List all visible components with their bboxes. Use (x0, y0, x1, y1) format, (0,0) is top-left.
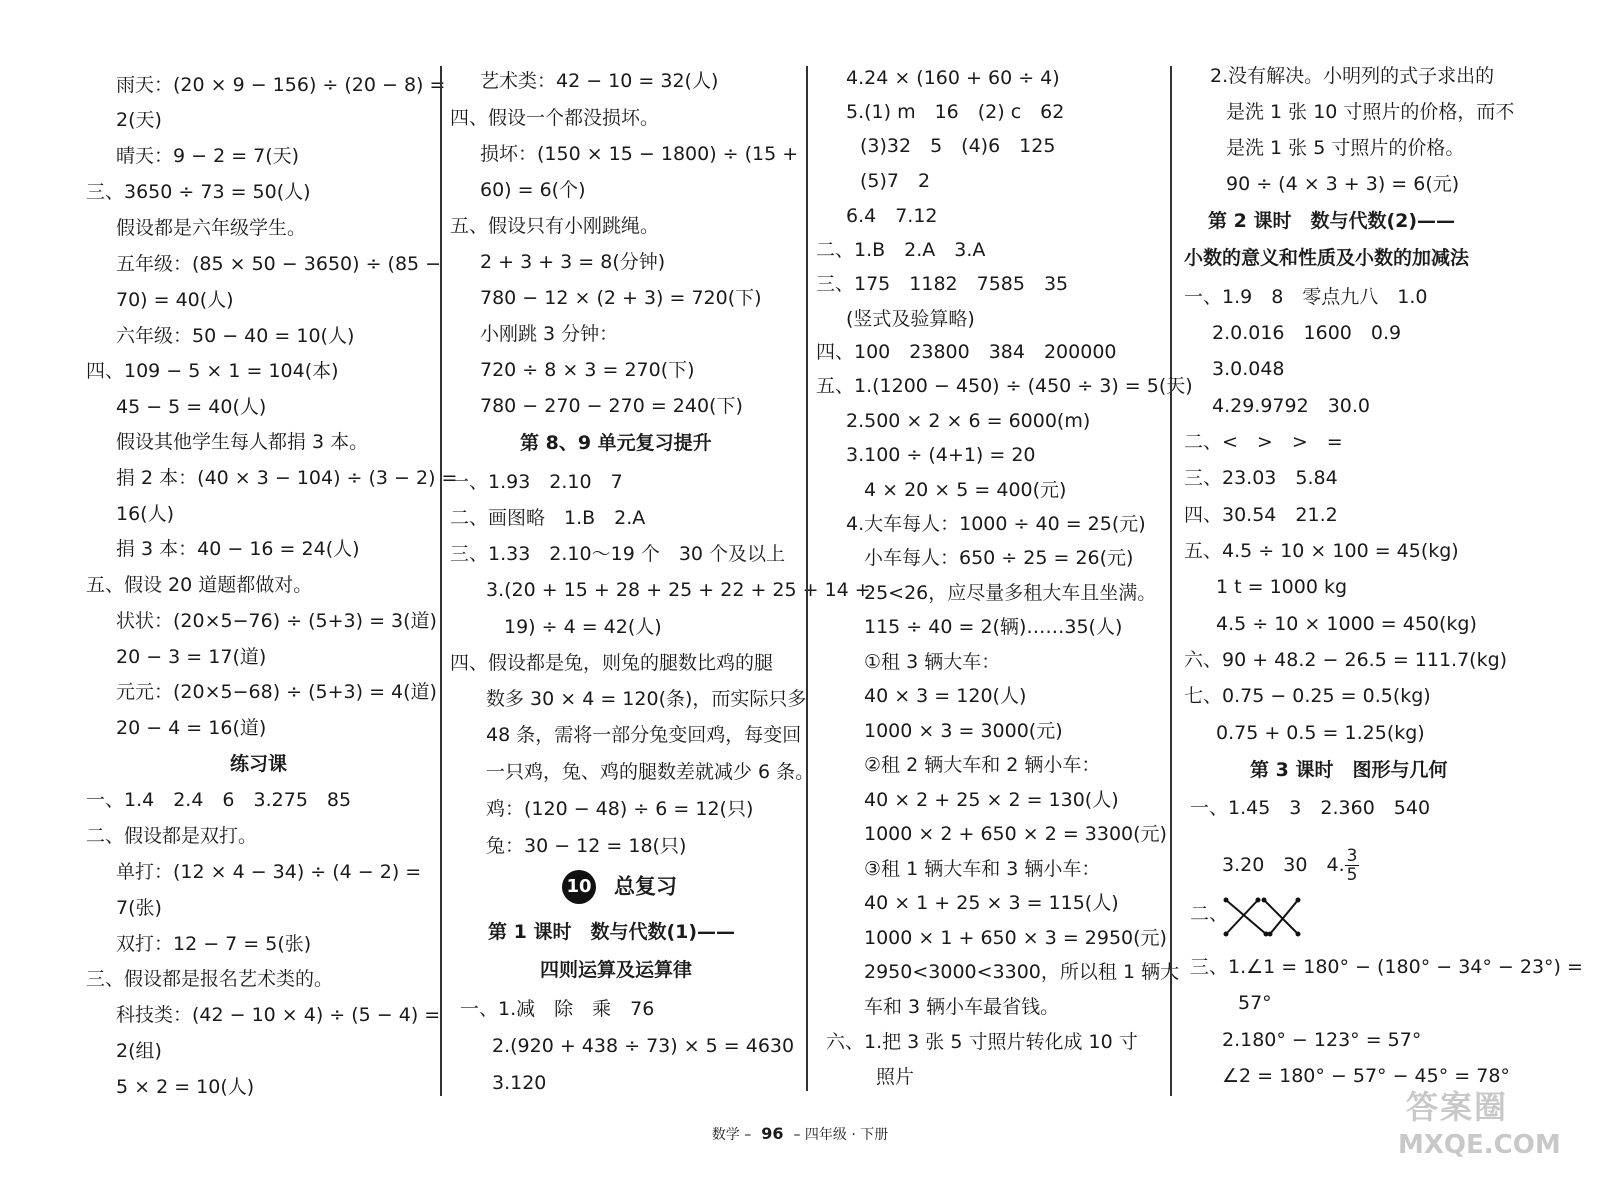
text-line: 五、1.(1200 − 450) ÷ (450 ÷ 3) = 5(天) (816, 375, 1193, 397)
lesson-heading: 小数的意义和性质及小数的加减法 (1184, 247, 1470, 269)
text-line: 90 ÷ (4 × 3 + 3) = 6(元) (1226, 173, 1460, 195)
text-line: 三、23.03 5.84 (1184, 467, 1338, 489)
text-line: 6.4 7.12 (846, 205, 938, 227)
section-heading: 练习课 (230, 753, 288, 775)
text-line: 2950<3000<3300，所以租 1 辆大 (864, 961, 1180, 983)
text-line: 2(组) (116, 1040, 162, 1062)
text-line: ∠2 = 180° − 57° − 45° = 78° (1222, 1065, 1510, 1087)
lesson-heading: 四则运算及运算律 (540, 959, 693, 981)
text-line: 4.5 ÷ 10 × 1000 = 450(kg) (1216, 613, 1477, 635)
text-line: 4.大车每人：1000 ÷ 40 = 25(元) (846, 513, 1146, 535)
text-line: 二、画图略 1.B 2.A (450, 507, 646, 529)
text-line: 40 × 3 = 120(人) (864, 685, 1027, 707)
text-line: 2.(920 + 438 ÷ 73) × 5 = 4630 (492, 1035, 795, 1057)
text-line: 三、3650 ÷ 73 = 50(人) (86, 181, 311, 203)
text-line: 五年级：(85 × 50 − 3650) ÷ (85 − (116, 253, 442, 275)
text-line: 是洗 1 张 5 寸照片的价格。 (1226, 137, 1465, 159)
text-line: 48 条，需将一部分兔变回鸡，每变回 (486, 724, 802, 746)
text-line: 2(天) (116, 109, 162, 131)
text-line: (竖式及验算略) (846, 308, 975, 330)
text-line: 假设都是六年级学生。 (116, 217, 307, 239)
text-line: 小车每人：650 ÷ 25 = 26(元) (864, 547, 1134, 569)
text-line: 60) = 6(个) (480, 179, 586, 201)
text-line: 双打：12 − 7 = 5(张) (116, 933, 312, 955)
text-line: 一、1.4 2.4 6 3.275 85 (86, 789, 352, 811)
text-line: 二、 (1190, 903, 1229, 925)
text-span: 3.20 30 4. (1222, 854, 1345, 876)
lesson-heading: 第 2 课时 数与代数(2)—— (1208, 210, 1456, 232)
text-line: 鸡：(120 − 48) ÷ 6 = 12(只) (486, 798, 754, 820)
text-line: 4 × 20 × 5 = 400(元) (864, 479, 1067, 501)
matching-lines-diagram (1218, 890, 1308, 942)
text-line: 二、1.B 2.A 3.A (816, 239, 986, 261)
column-divider (1170, 66, 1172, 1096)
text-line: 单打：(12 × 4 − 34) ÷ (4 − 2) = (116, 861, 422, 883)
text-line: 20 − 3 = 17(道) (116, 646, 267, 668)
watermark-logo: 答案圈 (1406, 1088, 1509, 1126)
text-line: 19) ÷ 4 = 42(人) (504, 616, 662, 638)
text-line: 车和 3 辆小车最省钱。 (864, 996, 1060, 1018)
unit-title: 总复习 (614, 874, 677, 899)
text-line: 科技类：(42 − 10 × 4) ÷ (5 − 4) = (116, 1004, 441, 1026)
text-line: 5 × 2 = 10(人) (116, 1076, 255, 1098)
text-line: 2.0.016 1600 0.9 (1212, 322, 1402, 344)
unit-header (562, 868, 677, 905)
text-line: 三、1.33 2.10～19 个 30 个及以上 (450, 543, 786, 565)
text-line: 艺术类：42 − 10 = 32(人) (480, 70, 719, 92)
text-line: 2.500 × 2 × 6 = 6000(m) (846, 410, 1091, 432)
section-heading: 第 8、9 单元复习提升 (520, 432, 712, 454)
text-line: 五、假设只有小刚跳绳。 (450, 215, 660, 237)
text-line: 780 − 270 − 270 = 240(下) (480, 395, 743, 417)
text-line: 假设其他学生每人都捐 3 本。 (116, 431, 369, 453)
text-line: 1000 × 3 = 3000(元) (864, 720, 1063, 742)
text-line: 115 ÷ 40 = 2(辆)……35(人) (864, 616, 1123, 638)
text-line: 一、1.9 8 零点九八 1.0 (1184, 286, 1428, 308)
text-line: 三、1.∠1 = 180° − (180° − 34° − 23°) = (1190, 956, 1583, 978)
text-line: 40 × 1 + 25 × 3 = 115(人) (864, 892, 1119, 914)
text-line: ②租 2 辆大车和 2 辆小车： (864, 754, 1101, 776)
text-line: 捐 2 本：(40 × 3 − 104) ÷ (3 − 2) = (116, 467, 458, 489)
text-line: 小刚跳 3 分钟： (480, 323, 619, 345)
text-line: 57° (1238, 992, 1272, 1014)
footer-grade: 四年级 · 下册 (804, 1127, 889, 1143)
text-line: 2 + 3 + 3 = 8(分钟) (480, 251, 666, 273)
text-line: 四、109 − 5 × 1 = 104(本) (86, 360, 339, 382)
watermark-url: MXQE.COM (1398, 1130, 1561, 1160)
text-line: 雨天：(20 × 9 − 156) ÷ (20 − 8) = (116, 74, 446, 96)
text-line: 3.120 (492, 1072, 547, 1094)
footer-subject: 数学 (711, 1127, 740, 1143)
text-line: 3.0.048 (1212, 358, 1285, 380)
text-line: 0.75 + 0.5 = 1.25(kg) (1216, 722, 1425, 744)
text-line: 三、假设都是报名艺术类的。 (86, 968, 334, 990)
text-line: 40 × 2 + 25 × 2 = 130(人) (864, 789, 1119, 811)
text-line: 720 ÷ 8 × 3 = 270(下) (480, 359, 695, 381)
text-line: 2.没有解决。小明列的式子求出的 (1210, 65, 1495, 87)
text-line (1222, 845, 1359, 885)
text-line: 16(人) (116, 503, 175, 525)
text-line: 捐 3 本：40 − 16 = 24(人) (116, 538, 360, 560)
page-number: 96 (761, 1124, 784, 1143)
text-line: 二、< > > = (1184, 431, 1343, 453)
text-line: 1000 × 1 + 650 × 3 = 2950(元) (864, 927, 1167, 949)
fraction-denominator: 5 (1346, 865, 1358, 885)
text-line: 是洗 1 张 10 寸照片的价格，而不 (1226, 101, 1515, 123)
text-line: 一、1.45 3 2.360 540 (1190, 797, 1431, 819)
text-line: 1 t = 1000 kg (1216, 576, 1348, 598)
text-line: ③租 1 辆大车和 3 辆小车： (864, 858, 1101, 880)
text-line: 四、30.54 21.2 (1184, 504, 1338, 526)
text-line: 4.29.9792 30.0 (1212, 395, 1371, 417)
text-line: 7(张) (116, 897, 162, 919)
text-line: 晴天：9 − 2 = 7(天) (116, 145, 300, 167)
text-line: 20 − 4 = 16(道) (116, 717, 267, 739)
lesson-heading: 第 1 课时 数与代数(1)—— (488, 921, 736, 943)
text-line: 兔：30 − 12 = 18(只) (486, 835, 687, 857)
text-line: 一、1.减 除 乘 76 (460, 998, 655, 1020)
text-line: 一、1.93 2.10 7 (450, 471, 623, 493)
text-line: 状状：(20×5−76) ÷ (5+3) = 3(道) (116, 610, 437, 632)
text-line: 四、假设都是兔，则兔的腿数比鸡的腿 (450, 652, 774, 674)
text-line: 五、假设 20 道题都做对。 (86, 574, 313, 596)
text-line: 780 − 12 × (2 + 3) = 720(下) (480, 287, 762, 309)
text-line: 45 − 5 = 40(人) (116, 396, 267, 418)
fraction (1345, 847, 1360, 884)
text-line: 六、90 + 48.2 − 26.5 = 111.7(kg) (1184, 649, 1508, 671)
text-line: (3)32 5 (4)6 125 (860, 135, 1056, 157)
lesson-heading: 第 3 课时 图形与几何 (1250, 759, 1448, 781)
text-line: 五、4.5 ÷ 10 × 100 = 45(kg) (1184, 540, 1459, 562)
text-line: 损坏：(150 × 15 − 1800) ÷ (15 + (480, 143, 799, 165)
text-line: 元元：(20×5−68) ÷ (5+3) = 4(道) (116, 681, 437, 703)
unit-number-badge: 10 (562, 870, 596, 904)
text-line: 数多 30 × 4 = 120(条)，而实际只多 (486, 688, 807, 710)
text-line: 一只鸡，兔、鸡的腿数差就减少 6 条。 (486, 761, 815, 783)
text-line: ①租 3 辆大车： (864, 651, 1001, 673)
text-line: 三、175 1182 7585 35 (816, 273, 1069, 295)
text-line: 3.100 ÷ (4+1) = 20 (846, 444, 1036, 466)
column-divider (806, 66, 808, 1091)
page-footer: 数学 – 96 – 四年级 · 下册 (711, 1124, 889, 1143)
text-line: 照片 (876, 1066, 915, 1088)
fraction-numerator: 3 (1346, 846, 1358, 866)
text-line: 70) = 40(人) (116, 289, 234, 311)
text-line: 四、假设一个都没损坏。 (450, 107, 660, 129)
text-line: 六、1.把 3 张 5 寸照片转化成 10 寸 (826, 1031, 1138, 1053)
text-line: 25<26，应尽量多租大车且坐满。 (864, 582, 1157, 604)
text-line: 六年级：50 − 40 = 10(人) (116, 325, 355, 347)
text-line: 3.(20 + 15 + 28 + 25 + 22 + 25 + 14 + (486, 579, 871, 601)
column-divider (440, 66, 442, 1096)
text-line: 二、假设都是双打。 (86, 825, 258, 847)
text-line: 七、0.75 − 0.25 = 0.5(kg) (1184, 685, 1431, 707)
text-line: (5)7 2 (860, 170, 931, 192)
text-line: 5.(1) m 16 (2) c 62 (846, 101, 1065, 123)
text-line: 1000 × 2 + 650 × 2 = 3300(元) (864, 823, 1167, 845)
text-line: 四、100 23800 384 200000 (816, 341, 1117, 363)
text-line: 4.24 × (160 + 60 ÷ 4) (846, 67, 1060, 89)
text-line: 2.180° − 123° = 57° (1222, 1029, 1422, 1051)
